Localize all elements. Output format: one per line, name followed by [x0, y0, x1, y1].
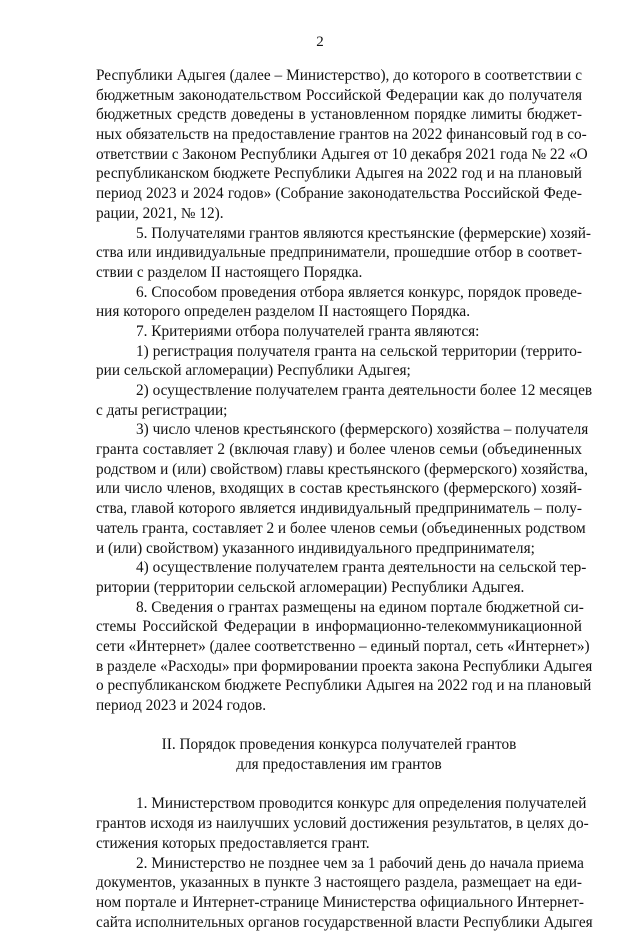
document-body	[96, 66, 582, 932]
text-line: в разделе «Расходы» при формировании проекта закона Республики Адыгея	[96, 657, 582, 677]
paragraph	[96, 381, 582, 420]
text-line: 3) число членов крестьянского (фермерского) хозяйства – получателя	[96, 420, 582, 440]
text-line: или число членов, входящих в состав крестьянского (фермерского) хозяй-	[96, 479, 582, 499]
paragraph	[96, 420, 582, 558]
text-line: период 2023 и 2024 годов» (Собрание законодательства Российской Феде-	[96, 184, 582, 204]
text-line: ния которого определен разделом II настоящего Порядка.	[96, 302, 582, 322]
paragraph	[96, 598, 582, 716]
paragraph	[96, 558, 582, 597]
paragraph	[96, 322, 582, 342]
text-line: 1) регистрация получателя гранта на сельской территории (террито-	[96, 342, 582, 362]
text-line: республиканском бюджете Республики Адыгея на 2022 год и на плановый	[96, 164, 582, 184]
text-line: документов, указанных в пункте 3 настоящего раздела, размещает на еди-	[96, 873, 582, 893]
paragraph	[96, 854, 582, 932]
paragraph	[96, 283, 582, 322]
text-line: бюджетным законодательством Российской Федерации как до получателя	[96, 86, 582, 106]
text-line: родством и (или) свойством) главы крестьянского (фермерского) хозяйства,	[96, 460, 582, 480]
heading-line: для предоставления им грантов	[96, 755, 582, 775]
text-line: с даты регистрации;	[96, 401, 582, 421]
text-line: рии сельской агломерации) Республики Адыгея;	[96, 361, 582, 381]
text-line: сети «Интернет» (далее соответственно – единый портал, сеть «Интернет»)	[96, 637, 582, 657]
text-line: 5. Получателями грантов являются крестьянские (фермерские) хозяй-	[96, 224, 582, 244]
text-line: грантов исходя из наилучших условий достижения результатов, в целях до-	[96, 814, 582, 834]
paragraph	[96, 66, 582, 224]
text-line: ства или индивидуальные предприниматели, прошедшие отбор в соответ-	[96, 243, 582, 263]
text-line: ства, главой которого является индивидуальный предприниматель – полу-	[96, 499, 582, 519]
paragraph	[96, 224, 582, 283]
text-line: сайта исполнительных органов государственной власти Республики Адыгея	[96, 913, 582, 932]
text-line: 6. Способом проведения отбора является конкурс, порядок проведе-	[96, 283, 582, 303]
paragraph	[96, 794, 582, 853]
text-line: период 2023 и 2024 годов.	[96, 696, 582, 716]
text-line: рации, 2021, № 12).	[96, 204, 582, 224]
text-line: бюджетных средств доведены в установленном порядке лимиты бюджет-	[96, 105, 582, 125]
text-line: ствии с разделом II настоящего Порядка.	[96, 263, 582, 283]
text-line: 2) осуществление получателем гранта деятельности более 12 месяцев	[96, 381, 582, 401]
text-line: 1. Министерством проводится конкурс для определения получателей	[96, 794, 582, 814]
text-line: 7. Критериями отбора получателей гранта являются:	[96, 322, 582, 342]
paragraph	[96, 342, 582, 381]
text-line: и (или) свойством) указанного индивидуального предпринимателя;	[96, 539, 582, 559]
text-line: ответствии с Законом Республики Адыгея от 10 декабря 2021 года № 22 «О	[96, 145, 582, 165]
text-line: стижения которых предоставляется грант.	[96, 834, 582, 854]
text-line: чатель гранта, составляет 2 и более членов семьи (объединенных родством	[96, 519, 582, 539]
text-line: о республиканском бюджете Республики Адыгея на 2022 год и на плановый	[96, 676, 582, 696]
text-line: ном портале и Интернет-странице Министерства официального Интернет-	[96, 893, 582, 913]
blank-line	[96, 716, 582, 736]
text-line: ритории (территории сельской агломерации) Республики Адыгея.	[96, 578, 582, 598]
text-line: 8. Сведения о грантах размещены на едином портале бюджетной си-	[96, 598, 582, 618]
page-number: 2	[0, 34, 640, 51]
section-heading	[96, 735, 582, 774]
text-line: 4) осуществление получателем гранта деятельности на сельской тер-	[96, 558, 582, 578]
text-line: гранта составляет 2 (включая главу) и более членов семьи (объединенных	[96, 440, 582, 460]
text-line: Республики Адыгея (далее – Министерство), до которого в соответствии с	[96, 66, 582, 86]
text-line: стемы Российской Федерации в информационно-телекоммуникационной	[96, 617, 582, 637]
heading-line: II. Порядок проведения конкурса получателей грантов	[96, 735, 582, 755]
blank-line	[96, 775, 582, 795]
text-line: ных обязательств на предоставление грантов на 2022 финансовый год в со-	[96, 125, 582, 145]
text-line: 2. Министерство не позднее чем за 1 рабочий день до начала приема	[96, 854, 582, 874]
